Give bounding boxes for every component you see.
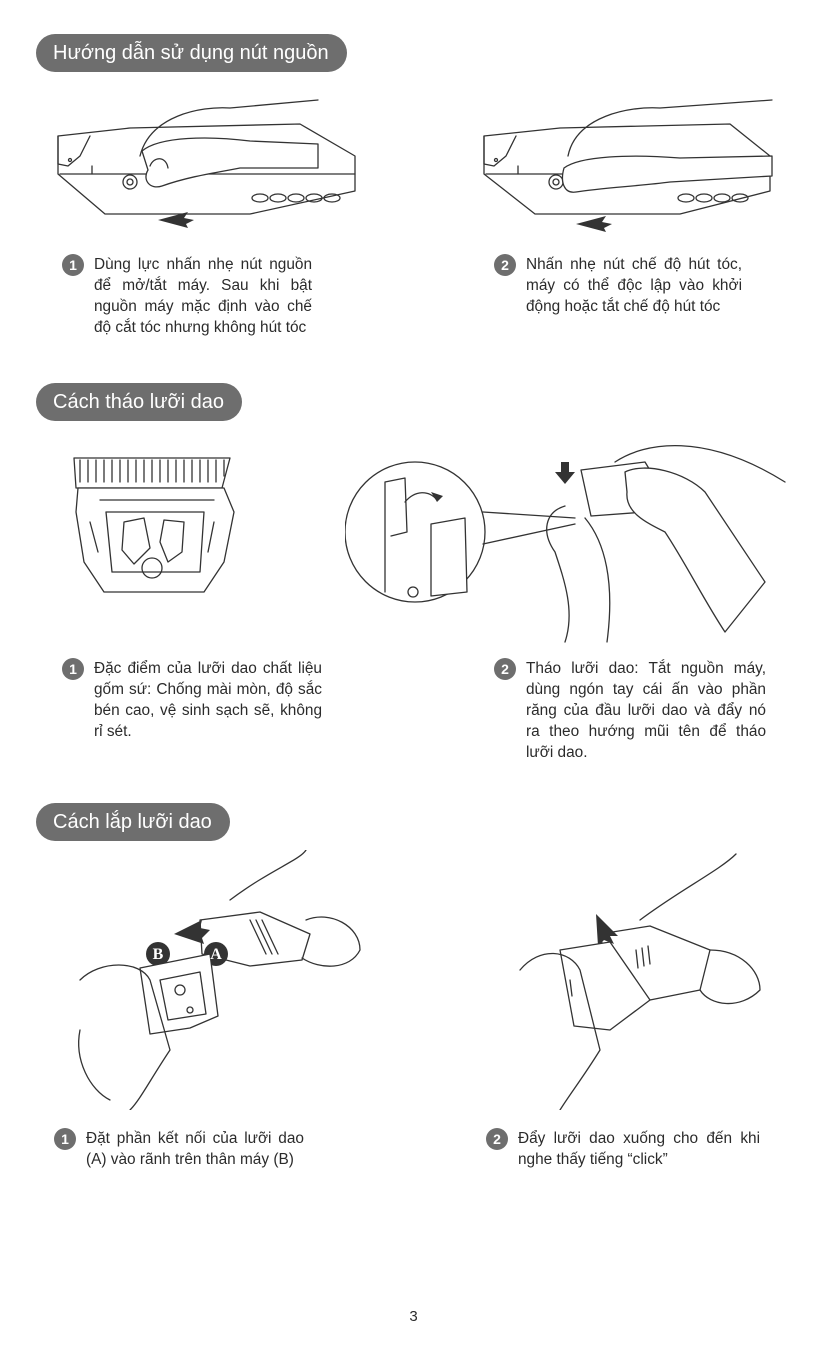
step-text: Nhấn nhẹ nút chế độ hút tóc, máy có thể độc lập vào khởi động hoặc tắt chế độ hút tóc xyxy=(526,256,742,315)
step-1-power xyxy=(62,254,312,338)
illustration-press-power-button xyxy=(50,96,360,236)
illustration-remove-blade xyxy=(345,432,790,647)
step-number: 2 xyxy=(486,1128,508,1150)
page-number: 3 xyxy=(409,1308,418,1325)
section-title-power-button: Hướng dẫn sử dụng nút nguồn xyxy=(36,34,347,72)
step-number: 1 xyxy=(62,658,84,680)
step-text: Tháo lưỡi dao: Tắt nguồn máy, dùng ngón tay cái ấn vào phần răng của đầu lưỡi dao và đẩy nó ra theo hướng mũi tên để tháo lưỡi dao. xyxy=(526,660,766,761)
step-text: Đặc điểm của lưỡi dao chất liệu gốm sứ: Chống mài mòn, độ sắc bén cao, vệ sinh sạch sẽ, không rỉ sét. xyxy=(94,660,322,740)
illustration-ceramic-blade xyxy=(64,452,244,612)
illustration-press-suction-button xyxy=(480,96,790,236)
step-1-install xyxy=(54,1128,304,1170)
step-text: Đặt phần kết nối của lưỡi dao (A) vào rãnh trên thân máy (B) xyxy=(86,1130,304,1168)
step-text: Dùng lực nhấn nhẹ nút nguồn để mở/tắt máy. Sau khi bật nguồn máy mặc định vào chế độ cắt tóc nhưng không hút tóc xyxy=(94,256,312,336)
step-2-power xyxy=(494,254,742,317)
section-title-install-blade: Cách lắp lưỡi dao xyxy=(36,803,230,841)
step-number: 2 xyxy=(494,254,516,276)
step-2-remove xyxy=(494,658,766,763)
label-a: A xyxy=(210,946,222,963)
step-number: 2 xyxy=(494,658,516,680)
illustration-insert-blade xyxy=(70,850,370,1110)
label-b: B xyxy=(152,946,164,963)
step-number: 1 xyxy=(54,1128,76,1150)
step-2-install xyxy=(486,1128,760,1170)
step-number: 1 xyxy=(62,254,84,276)
illustration-press-blade-down xyxy=(500,850,780,1110)
step-text: Đẩy lưỡi dao xuống cho đến khi nghe thấy tiếng “click” xyxy=(518,1130,760,1168)
section-title-remove-blade: Cách tháo lưỡi dao xyxy=(36,383,242,421)
step-1-remove xyxy=(62,658,322,742)
